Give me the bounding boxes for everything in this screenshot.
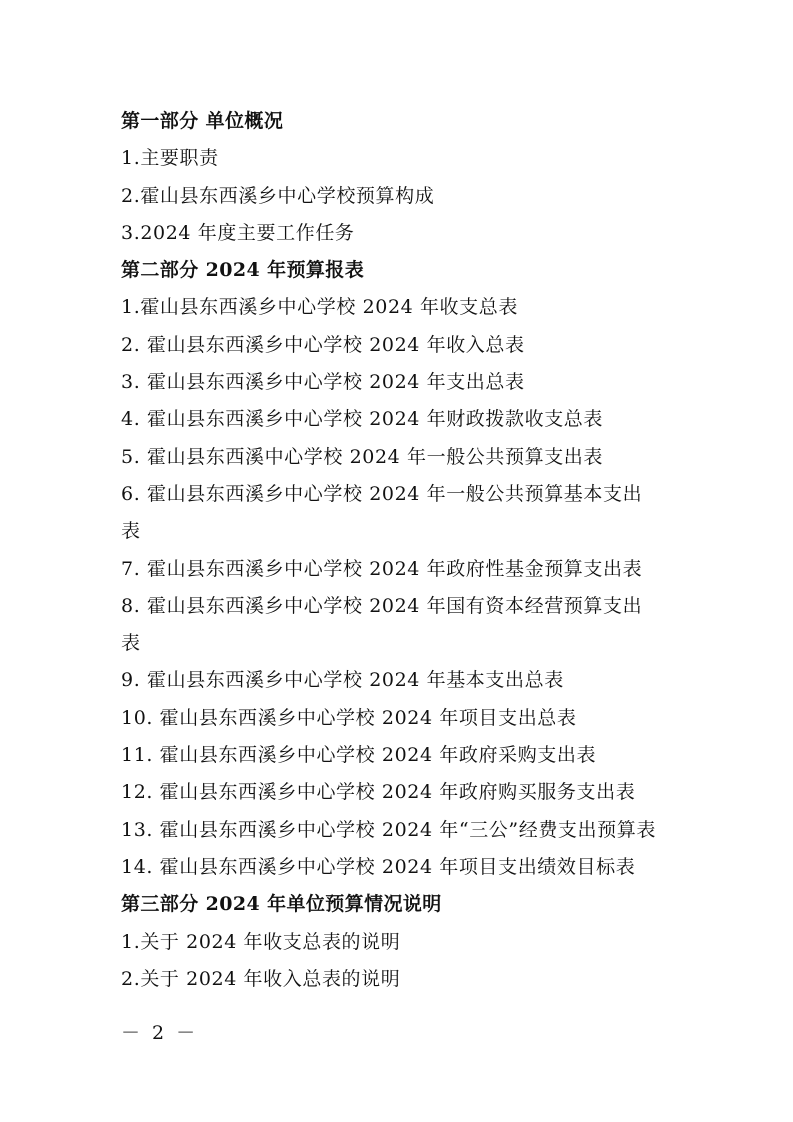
part2-item-11: 11. 霍山县东西溪乡中心学校 2024 年政府采购支出表 [121, 744, 597, 767]
part2-item-13: 13. 霍山县东西溪乡中心学校 2024 年“三公”经费支出预算表 [121, 818, 656, 841]
part3-heading: 第三部分 2024 年单位预算情况说明 [121, 893, 442, 916]
part2-item-5: 5. 霍山县东西溪中心学校 2024 年一般公共预算支出表 [121, 445, 604, 468]
part2-item-8-wrap: 表 [121, 632, 141, 655]
part2-item-10: 10. 霍山县东西溪乡中心学校 2024 年项目支出总表 [121, 706, 577, 729]
page-number: － 2 － [121, 1022, 199, 1044]
part2-item-3: 3. 霍山县东西溪乡中心学校 2024 年支出总表 [121, 371, 525, 394]
part2-item-7: 7. 霍山县东西溪乡中心学校 2024 年政府性基金预算支出表 [121, 557, 643, 580]
part1-heading: 第一部分 单位概况 [121, 110, 284, 132]
part2-item-2: 2. 霍山县东西溪乡中心学校 2024 年收入总表 [121, 333, 525, 356]
part1-item-1: 1.主要职责 [121, 147, 219, 170]
part3-item-1: 1.关于 2024 年收支总表的说明 [121, 930, 401, 953]
part2-item-4: 4. 霍山县东西溪乡中心学校 2024 年财政拨款收支总表 [121, 408, 604, 431]
part1-item-3: 3.2024 年度主要工作任务 [121, 221, 355, 244]
part2-item-6-wrap: 表 [121, 520, 141, 543]
part2-item-8: 8. 霍山县东西溪乡中心学校 2024 年国有资本经营预算支出 [121, 594, 643, 617]
part2-heading: 第二部分 2024 年预算报表 [121, 259, 365, 282]
part3-item-2: 2.关于 2024 年收入总表的说明 [121, 967, 401, 990]
table-of-contents [121, 103, 681, 998]
part2-item-9: 9. 霍山县东西溪乡中心学校 2024 年基本支出总表 [121, 669, 564, 692]
part2-item-14: 14. 霍山县东西溪乡中心学校 2024 年项目支出绩效目标表 [121, 855, 636, 878]
part2-item-6: 6. 霍山县东西溪乡中心学校 2024 年一般公共预算基本支出 [121, 482, 643, 505]
part2-item-1: 1.霍山县东西溪乡中心学校 2024 年收支总表 [121, 296, 518, 319]
part1-item-2: 2.霍山县东西溪乡中心学校预算构成 [121, 184, 435, 207]
part2-item-12: 12. 霍山县东西溪乡中心学校 2024 年政府购买服务支出表 [121, 781, 636, 804]
